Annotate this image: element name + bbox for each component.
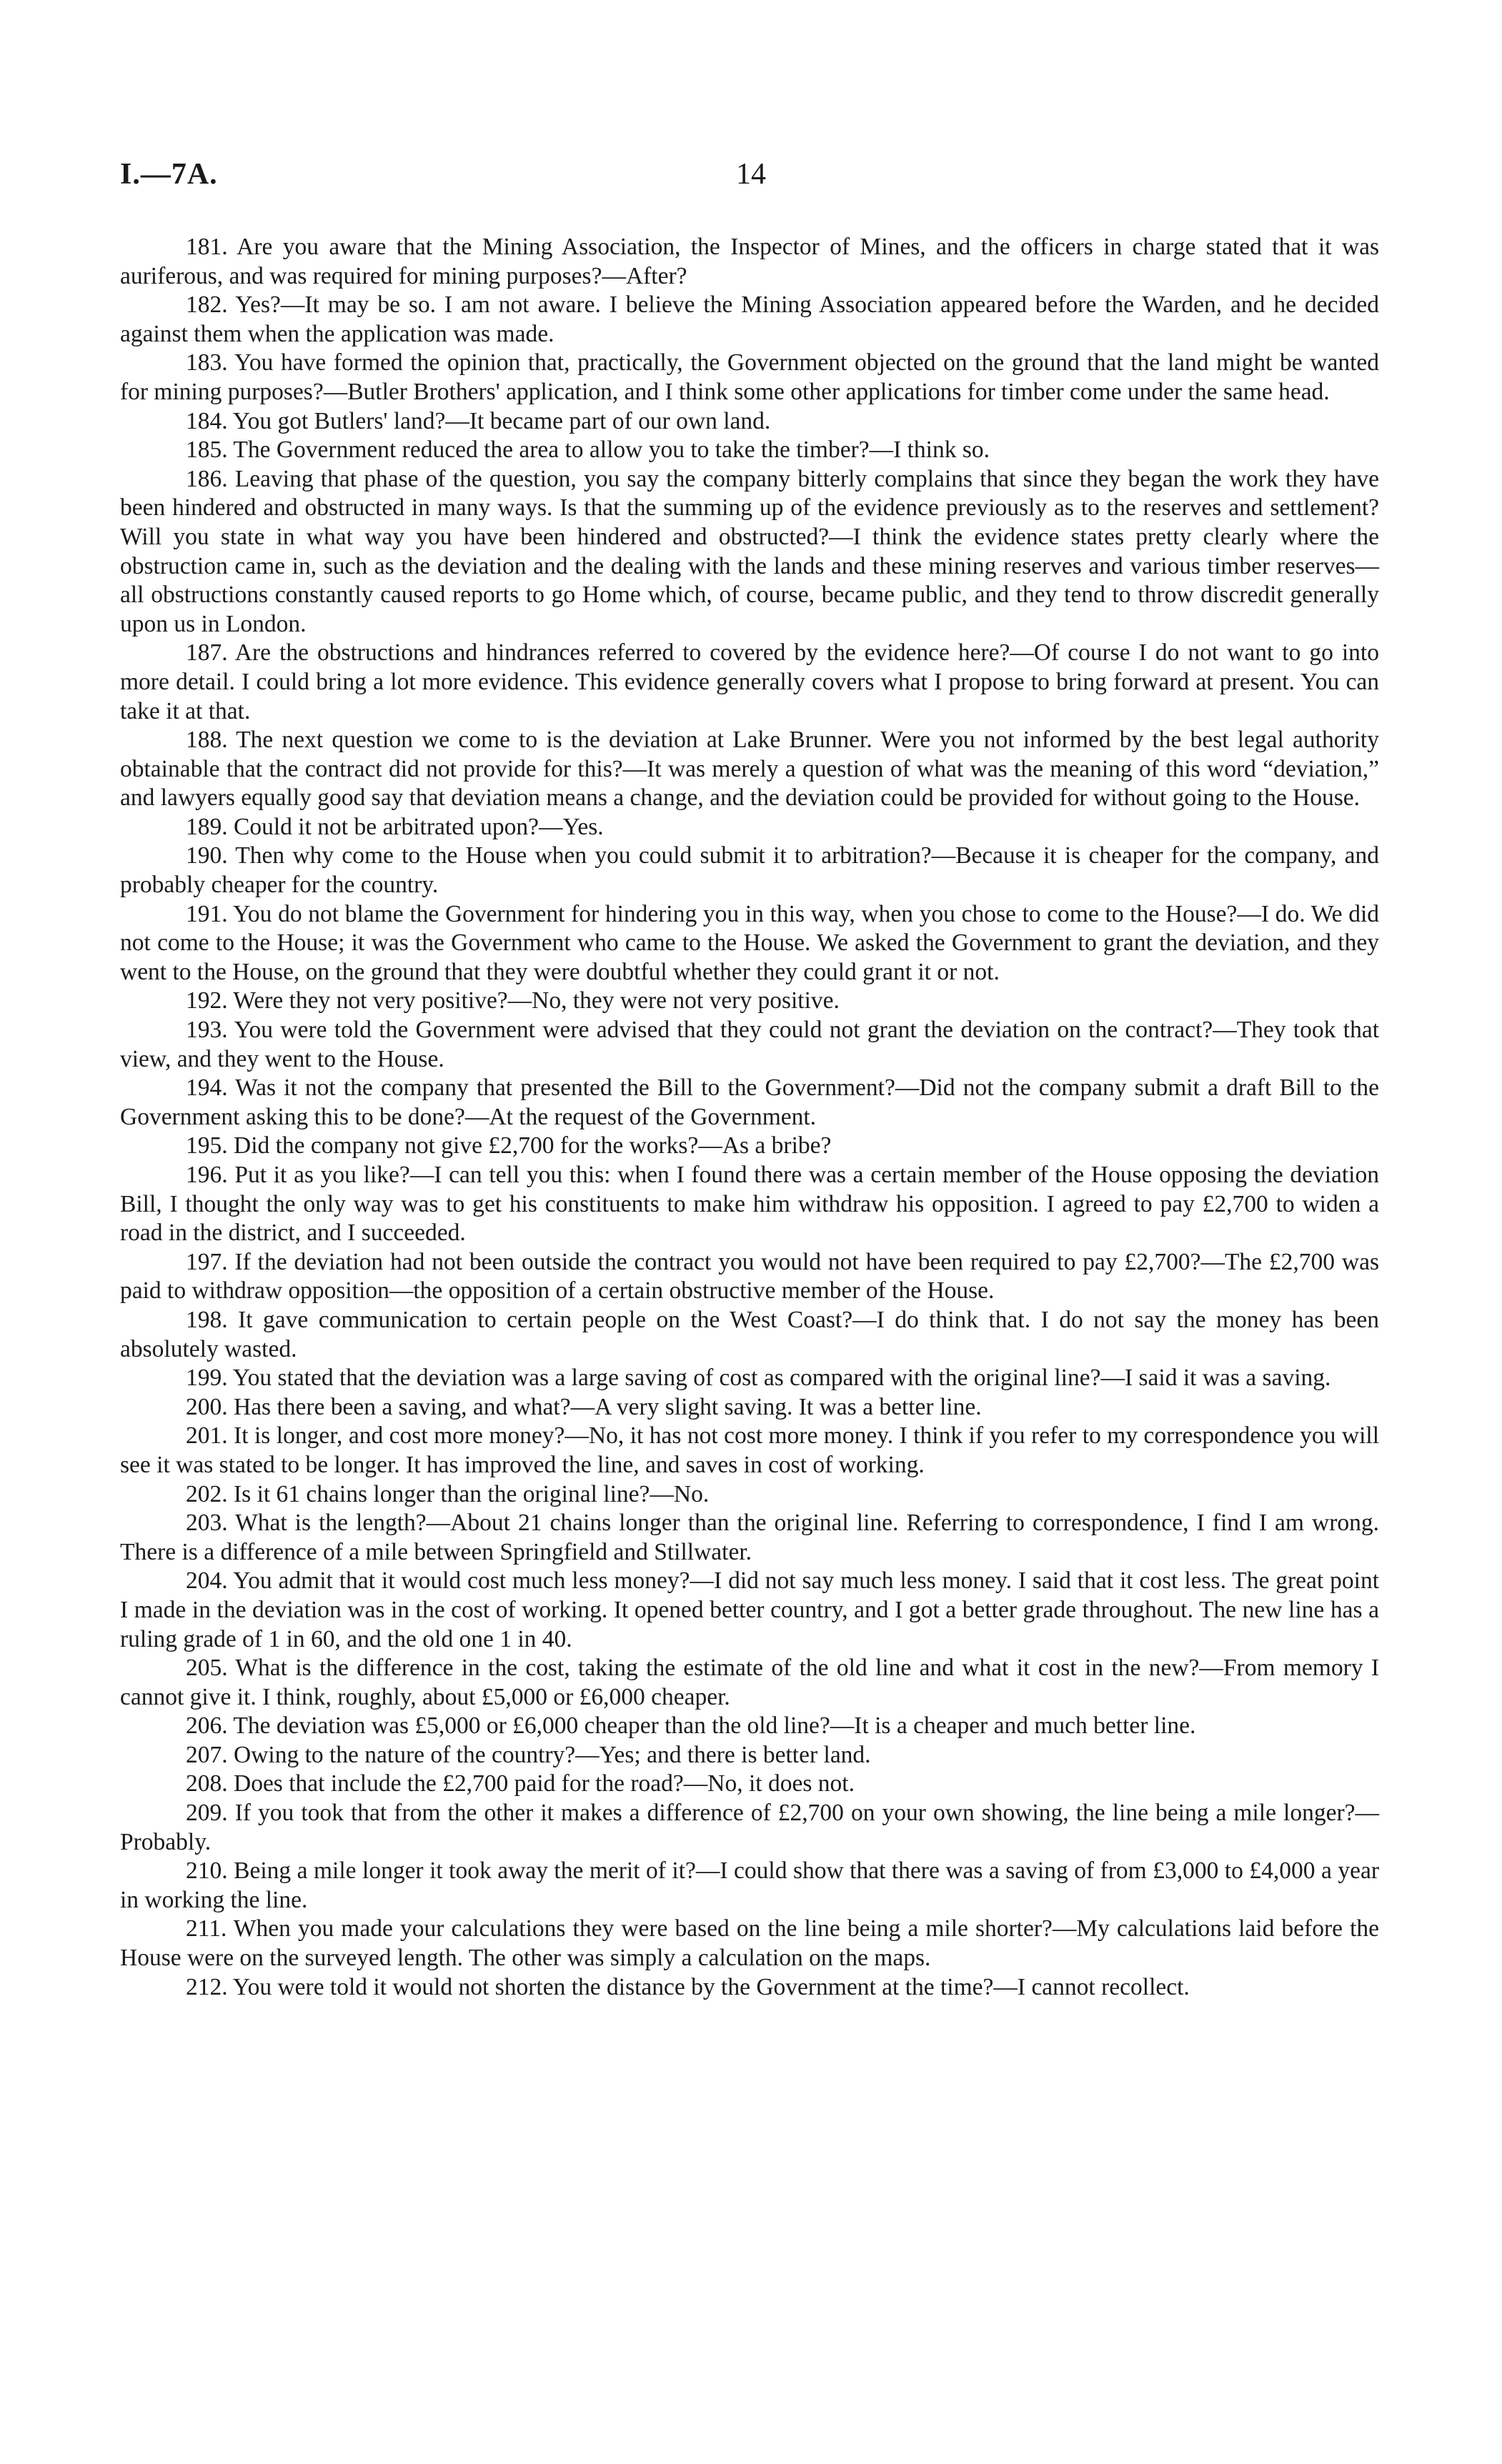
paragraph-192: 192. Were they not very positive?—No, they were not very positive. xyxy=(186,987,840,1014)
paragraph-191: 191. You do not blame the Government for hindering you in this way, when you chose to come to the House?—I do. We did not come to the House; it was the Government who came to the House. We asked the Government to grant the deviation, and they went to the House, on the ground that they were doubtful whether they could grant it or not. xyxy=(120,900,1379,985)
paragraph-212: 212. You were told it would not shorten the distance by the Government at the time?—I cannot recollect. xyxy=(186,1973,1190,2000)
paragraph-185: 185. The Government reduced the area to allow you to take the timber?—I think so. xyxy=(186,437,990,464)
paragraph-208: 208. Does that include the £2,700 paid for the road?—No, it does not. xyxy=(186,1770,855,1797)
paragraph-182: 182. Yes?—It may be so. I am not aware. I believe the Mining Association appeared before the Warden, and he decided against them when the application was made. xyxy=(120,291,1379,347)
paragraph-201: 201. It is longer, and cost more money?—No, it has not cost more money. I think if you refer to my correspondence you will see it was stated to be longer. It has improved the line, and saves in cost of working. xyxy=(120,1422,1379,1478)
page-number: 14 xyxy=(736,158,766,191)
paragraph-205: 205. What is the difference in the cost, taking the estimate of the old line and what it cost in the new?—From memory I cannot give it. I think, roughly, about £5,000 or £6,000 cheaper. xyxy=(120,1655,1379,1710)
evidence-text xyxy=(120,233,1379,2002)
paragraph-206: 206. The deviation was £5,000 or £6,000 cheaper than the old line?—It is a cheaper and much better line. xyxy=(186,1712,1196,1740)
paragraph-181: 181. Are you aware that the Mining Association, the Inspector of Mines, and the officers in charge stated that it was auriferous, and was required for mining purposes?—After? xyxy=(120,234,1379,289)
paragraph-195: 195. Did the company not give £2,700 for the works?—As a bribe? xyxy=(186,1132,832,1159)
paragraph-190: 190. Then why come to the House when you could submit it to arbitration?—Because it is cheaper for the company, and probably cheaper for the country. xyxy=(120,842,1379,899)
paragraph-194: 194. Was it not the company that presented the Bill to the Government?—Did not the company submit a draft Bill to the Government asking this to be done?—At the request of the Government. xyxy=(120,1074,1379,1130)
paragraph-189: 189. Could it not be arbitrated upon?—Yes. xyxy=(186,813,604,840)
paragraph-198: 198. It gave communication to certain people on the West Coast?—I do think that. I do not say the money has been absolutely wasted. xyxy=(120,1306,1379,1362)
paragraph-199: 199. You stated that the deviation was a large saving of cost as compared with the original line?—I said it was a saving. xyxy=(186,1365,1331,1392)
paragraph-202: 202. Is it 61 chains longer than the original line?—No. xyxy=(186,1480,710,1507)
paragraph-186: 186. Leaving that phase of the question, you say the company bitterly complains that since they began the work they have been hindered and obstructed in many ways. Is that the summing up of the evidence previously as to the reserves and settlement? Will you state in what way you have been hindered and obstructed?—I think the evidence states pretty clearly where the obstruction came in, such as the deviation and the dealing with the lands and these mining reserves and various timber reserves—all obstructions constantly caused reports to go Home which, of course, became public, and they tend to throw discredit generally upon us in London. xyxy=(120,465,1379,637)
paragraph-196: 196. Put it as you like?—I can tell you this: when I found there was a certain member of the House opposing the deviation Bill, I thought the only way was to get his constituents to make him withdraw his opposition. I agreed to pay £2,700 to widen a road in the district, and I succeeded. xyxy=(120,1162,1379,1247)
paragraph-203: 203. What is the length?—About 21 chains longer than the original line. Referring to correspondence, I find I am wrong. There is a difference of a mile between Springfield and Stillwater. xyxy=(120,1510,1379,1565)
paragraph-204: 204. You admit that it would cost much less money?—I did not say much less money. I said that it cost less. The great point I made in the deviation was in the cost of working. It opened better country, and I got a better grade throughout. The new line has a ruling grade of 1 in 60, and the old one 1 in 40. xyxy=(120,1567,1379,1652)
paragraph-184: 184. You got Butlers' land?—It became part of our own land. xyxy=(186,407,771,434)
page-header xyxy=(120,157,1382,200)
paragraph-183: 183. You have formed the opinion that, practically, the Government objected on the ground that the land might be wanted for mining purposes?—Butler Brothers' application, and I think some other applications for timber come under the same head. xyxy=(120,349,1379,405)
paragraph-188: 188. The next question we come to is the deviation at Lake Brunner. Were you not informed by the best legal authority obtainable that the contract did not provide for this?—It was merely a question of what was the meaning of this word “deviation,” and lawyers equally good say that deviation means a change, and the deviation could be provided for without going to the House. xyxy=(120,727,1379,812)
paragraph-187: 187. Are the obstructions and hindrances referred to covered by the evidence here?—Of course I do not want to go into more detail. I could bring a lot more evidence. This evidence generally covers what I propose to bring forward at present. You can take it at that. xyxy=(120,639,1379,724)
paragraph-209: 209. If you took that from the other it makes a difference of £2,700 on your own showing, the line being a mile longer?—Probably. xyxy=(120,1800,1379,1855)
paragraph-210: 210. Being a mile longer it took away the merit of it?—I could show that there was a saving of from £3,000 to £4,000 a year in working the line. xyxy=(120,1857,1379,1913)
paragraph-207: 207. Owing to the nature of the country?—Yes; and there is better land. xyxy=(186,1741,871,1768)
paragraph-197: 197. If the deviation had not been outside the contract you would not have been required to pay £2,700?—The £2,700 was paid to withdraw opposition—the opposition of a certain obstructive member of the House. xyxy=(120,1248,1379,1305)
paragraph-193: 193. You were told the Government were advised that they could not grant the deviation on the contract?—They took that view, and they went to the House. xyxy=(120,1017,1379,1072)
document-reference: I.—7A. xyxy=(120,158,218,191)
paragraph-200: 200. Has there been a saving, and what?—A very slight saving. It was a better line. xyxy=(186,1393,982,1420)
paragraph-211: 211. When you made your calculations they were based on the line being a mile shorter?—My calculations laid before the House were on the surveyed length. The other was simply a calculation on the maps. xyxy=(120,1915,1379,1972)
